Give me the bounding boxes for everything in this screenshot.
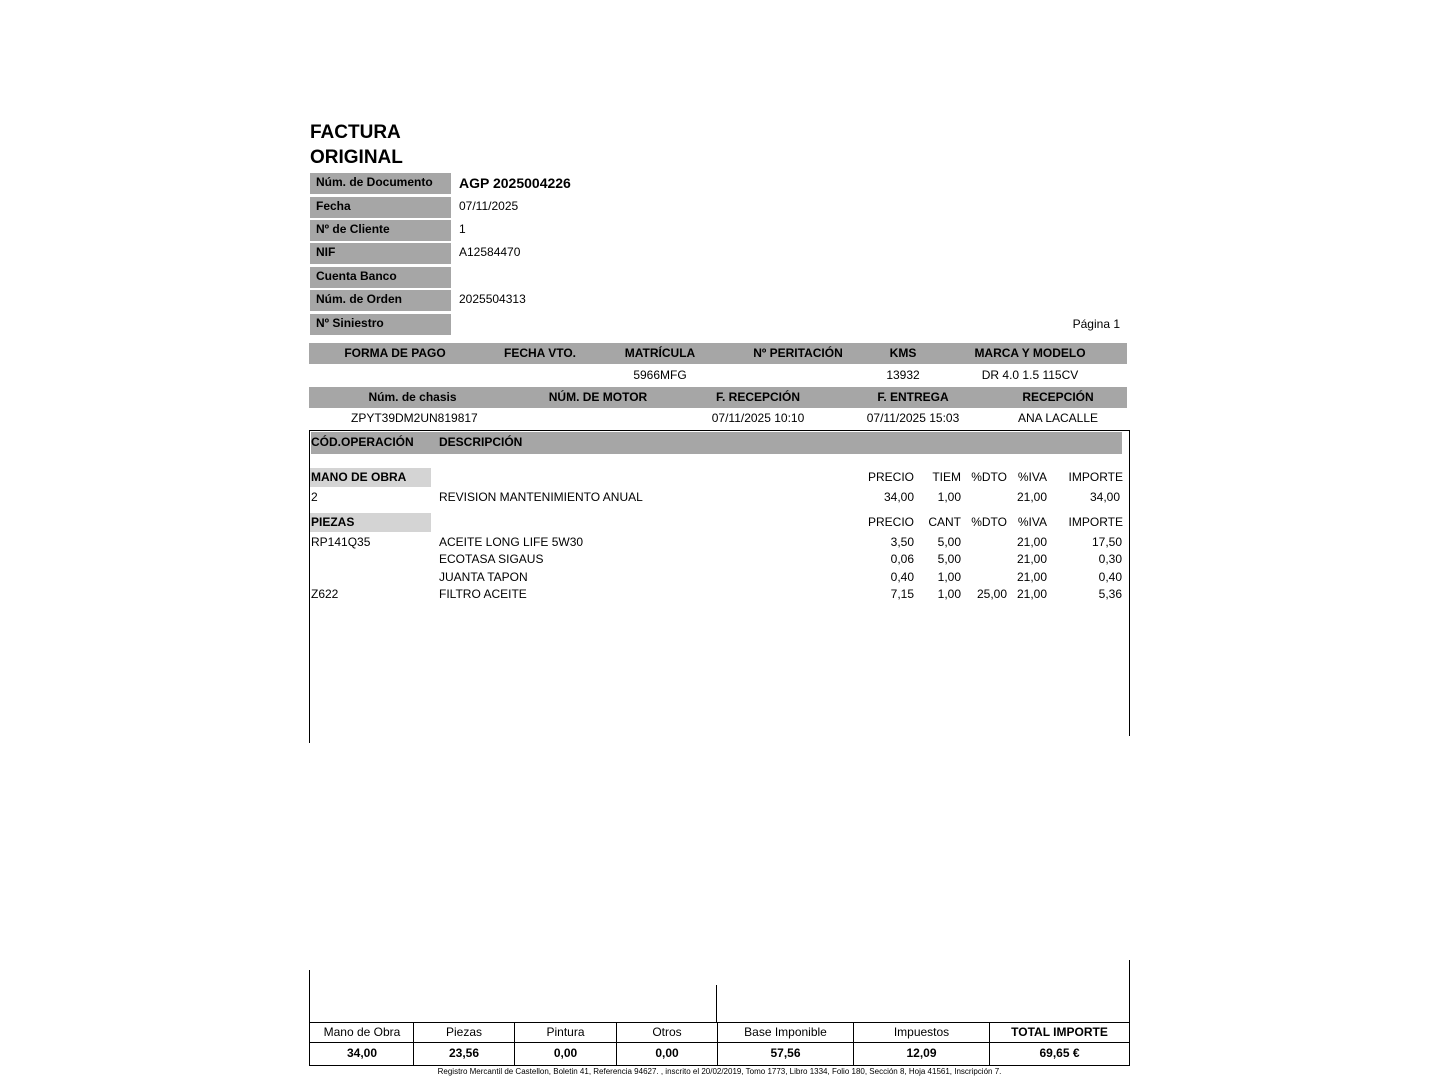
totals-box-divider	[716, 985, 717, 1023]
part-price: 3,50	[890, 535, 914, 549]
parts-header-discount: %DTO	[971, 515, 1007, 529]
part-amount: 0,40	[1098, 570, 1122, 584]
totals-value-labor: 34,00	[346, 1046, 378, 1060]
lines-box-top	[309, 430, 1130, 431]
label-nif: NIF	[310, 243, 451, 264]
part-code: Z622	[311, 587, 339, 601]
header-plate: MATRÍCULA	[624, 346, 696, 360]
part-amount: 17,50	[1091, 535, 1122, 549]
part-code: RP141Q35	[311, 535, 371, 549]
lines-box-right	[1129, 430, 1130, 736]
labor-description: REVISION MANTENIMIENTO ANUAL	[439, 490, 643, 504]
parts-header-vat: %IVA	[1017, 515, 1047, 529]
labor-code: 2	[311, 490, 318, 504]
part-description: FILTRO ACEITE	[439, 587, 527, 601]
value-reception-date: 07/11/2025 10:10	[711, 411, 805, 425]
part-amount: 5,36	[1098, 587, 1122, 601]
document-subtitle: ORIGINAL	[310, 147, 403, 168]
value-order-number: 2025504313	[459, 292, 526, 306]
totals-header-labor: Mano de Obra	[323, 1025, 401, 1039]
part-amount: 0,30	[1098, 552, 1122, 566]
totals-header-tax-base: Base Imponible	[744, 1025, 827, 1039]
document-title: FACTURA	[310, 122, 401, 143]
labor-header-amount: IMPORTE	[1068, 470, 1123, 484]
lines-header-bar	[311, 432, 1122, 454]
totals-value-parts: 23,56	[448, 1046, 480, 1060]
header-engine-number: NÚM. DE MOTOR	[548, 390, 648, 404]
label-order-number: Núm. de Orden	[310, 290, 451, 311]
label-document-number: Núm. de Documento	[310, 173, 451, 194]
header-payment-method: FORMA DE PAGO	[344, 346, 446, 360]
parts-section-title: PIEZAS	[311, 515, 355, 529]
labor-price: 34,00	[883, 490, 914, 504]
part-quantity: 5,00	[937, 535, 961, 549]
totals-header-paint: Pintura	[546, 1025, 585, 1039]
totals-header-parts: Piezas	[445, 1025, 483, 1039]
value-kms: 13932	[886, 368, 920, 382]
part-quantity: 1,00	[937, 570, 961, 584]
part-description: JUANTA TAPON	[439, 570, 528, 584]
labor-header-price: PRECIO	[867, 470, 914, 484]
totals-value-taxes: 12,09	[906, 1046, 937, 1060]
header-make-model: MARCA Y MODELO	[974, 346, 1086, 360]
header-delivery-date: F. ENTREGA	[877, 390, 949, 404]
part-discount: 25,00	[976, 587, 1007, 601]
value-document-number: AGP 2025004226	[459, 175, 571, 191]
header-appraisal-number: Nº PERITACIÓN	[753, 346, 843, 360]
totals-box-bottom	[309, 1065, 1130, 1066]
value-plate: 5966MFG	[633, 368, 687, 382]
totals-header-total: TOTAL IMPORTE	[1011, 1025, 1108, 1039]
totals-box-right	[1129, 960, 1130, 1066]
header-chassis: Núm. de chasis	[368, 390, 457, 404]
labor-header-discount: %DTO	[971, 470, 1007, 484]
parts-header-price: PRECIO	[867, 515, 914, 529]
header-due-date: FECHA VTO.	[503, 346, 576, 360]
value-make-model: DR 4.0 1.5 115CV	[981, 368, 1079, 382]
value-date: 07/11/2025	[459, 199, 519, 213]
label-client-number: Nº de Cliente	[310, 220, 451, 241]
value-delivery-date: 07/11/2025 15:03	[866, 411, 960, 425]
registry-footer: Registro Mercantil de Castellon, Boletin 41, Referencia 94627. , inscrito el 20/02/2019, Tomo 1773, Libro 1334, Folio 180, Sección 8, Hoja 41561, Inscripción 7.	[437, 1067, 1002, 1076]
labor-amount: 34,00	[1089, 490, 1120, 504]
part-vat: 21,00	[1016, 587, 1047, 601]
labor-section-title: MANO DE OBRA	[311, 470, 407, 484]
header-receptionist: RECEPCIÓN	[1022, 390, 1094, 404]
header-kms: KMS	[889, 346, 917, 360]
part-vat: 21,00	[1016, 570, 1047, 584]
part-quantity: 5,00	[937, 552, 961, 566]
part-description: ECOTASA SIGAUS	[439, 552, 544, 566]
part-vat: 21,00	[1016, 535, 1047, 549]
header-description: DESCRIPCIÓN	[439, 435, 523, 449]
totals-value-other: 0,00	[655, 1046, 679, 1060]
header-operation-code: CÓD.OPERACIÓN	[311, 435, 414, 449]
value-nif: A12584470	[459, 245, 521, 259]
part-price: 0,40	[890, 570, 914, 584]
labor-header-time: TIEM	[932, 470, 961, 484]
labor-time: 1,00	[937, 490, 961, 504]
value-client-number: 1	[459, 222, 466, 236]
parts-header-quantity: CANT	[928, 515, 961, 529]
totals-box-left	[309, 970, 310, 1066]
part-price: 7,15	[890, 587, 914, 601]
value-receptionist: ANA LACALLE	[1017, 411, 1099, 425]
totals-header-other: Otros	[652, 1025, 682, 1039]
label-claim-number: Nº Siniestro	[310, 314, 451, 335]
labor-vat: 21,00	[1016, 490, 1047, 504]
page-number: Página 1	[1072, 317, 1120, 331]
totals-value-tax-base: 57,56	[770, 1046, 801, 1060]
parts-header-amount: IMPORTE	[1068, 515, 1123, 529]
part-vat: 21,00	[1016, 552, 1047, 566]
label-bank-account: Cuenta Banco	[310, 267, 451, 288]
part-description: ACEITE LONG LIFE 5W30	[439, 535, 584, 549]
totals-header-taxes: Impuestos	[893, 1025, 950, 1039]
part-price: 0,06	[890, 552, 914, 566]
header-reception-date: F. RECEPCIÓN	[715, 390, 800, 404]
totals-value-paint: 0,00	[553, 1046, 578, 1060]
label-date: Fecha	[310, 197, 451, 218]
totals-value-total: 69,65 €	[1039, 1046, 1080, 1060]
labor-header-vat: %IVA	[1017, 470, 1047, 484]
value-chassis: ZPYT39DM2UN819817	[351, 411, 478, 425]
part-quantity: 1,00	[937, 587, 961, 601]
